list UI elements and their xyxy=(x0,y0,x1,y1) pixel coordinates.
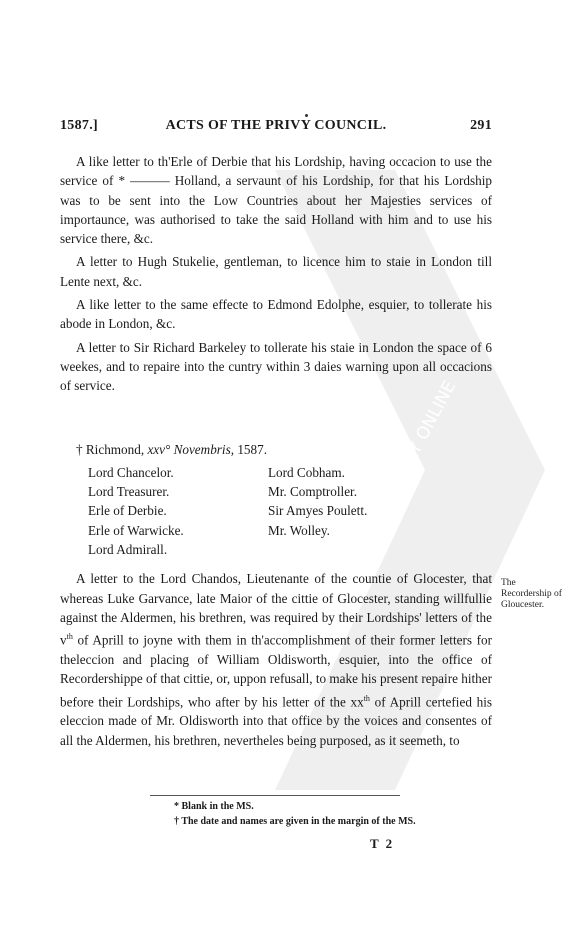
header-year: 1587.] xyxy=(60,118,98,133)
signature-mark: T 2 xyxy=(370,836,395,851)
main-text xyxy=(60,152,492,754)
attendee: Sir Amyes Poulett. xyxy=(268,503,368,519)
attendance-list xyxy=(88,463,492,559)
paragraph: A letter to Sir Richard Barkeley to tollerate his staie in London the space of 6 weekes, and to repaire into the cuntry within 3 daies warning upon all occacions of service. xyxy=(60,339,492,394)
margin-note: The Recordership of Gloucester. xyxy=(501,578,562,610)
meeting-place: † Richmond, xyxy=(76,441,145,457)
attendee: Erle of Derbie. xyxy=(88,503,167,519)
watermark-text: BRITISH HISTORY ONLINE xyxy=(341,377,461,578)
paragraph: A like letter to th'Erle of Derbie that his Lordship, having occacion to use the service of * ——— Holland, a servaunt of his Lordship, for that his Lordship was to be sent into the Low Countries about her Majesties services of importaunce, was authorised to take the said Holland with him and to use his service there, &c. xyxy=(60,154,492,247)
header-dot xyxy=(305,114,308,117)
meeting-date: xxv° Novembris, xyxy=(147,441,235,457)
paragraph: A like letter to the same effecte to Edmond Edolphe, esquier, to tollerate his abode in London, &c. xyxy=(60,297,492,332)
paragraph-main: A letter to the Lord Chandos, Lieutenante of the countie of Glocester, that whereas Luke Garvance, late Maior of the cittie of Glocester, standing willfullie against the Aldermen, his brethren, was required by their Lordships' letters of the $v^{th}$ of Aprill to joyne with them in th'accomplishment of their former letters for theleccion and placing of William Oldisworth, esquier, into the office of Recordershippe of that cittie, or, uppon refusall, to make his present repaire hither before their Lordships, who after by his letter of the $xx^{th}$ of Aprill certefied his eleccion made of Mr. Oldisworth into that office by the voices and consentes of all the Aldermen, his brethren, nevertheles being purposed, as it seemeth, to xyxy=(60,571,492,748)
footnote-rule xyxy=(150,795,400,796)
footnote: † The date and names are given in the margin of the MS. xyxy=(174,816,416,827)
header-title: ACTS OF THE PRIVY COUNCIL. xyxy=(165,118,387,133)
attendee: Mr. Comptroller. xyxy=(268,484,358,500)
attendee: Lord Cobham. xyxy=(268,464,345,480)
meeting-year: 1587. xyxy=(237,441,267,457)
attendee: Lord Treasurer. xyxy=(88,484,170,500)
attendee: Erle of Warwicke. xyxy=(88,522,184,538)
meeting-heading xyxy=(60,440,492,459)
attendee: Lord Chancelor. xyxy=(88,464,174,480)
attendee: Mr. Wolley. xyxy=(268,522,330,538)
footnote: * Blank in the MS. xyxy=(174,801,254,812)
attendee: Lord Admirall. xyxy=(88,542,168,558)
page-number: 291 xyxy=(470,118,492,133)
paragraph: A letter to Hugh Stukelie, gentleman, to licence him to staie in London till Lente next, &c. xyxy=(60,254,492,289)
